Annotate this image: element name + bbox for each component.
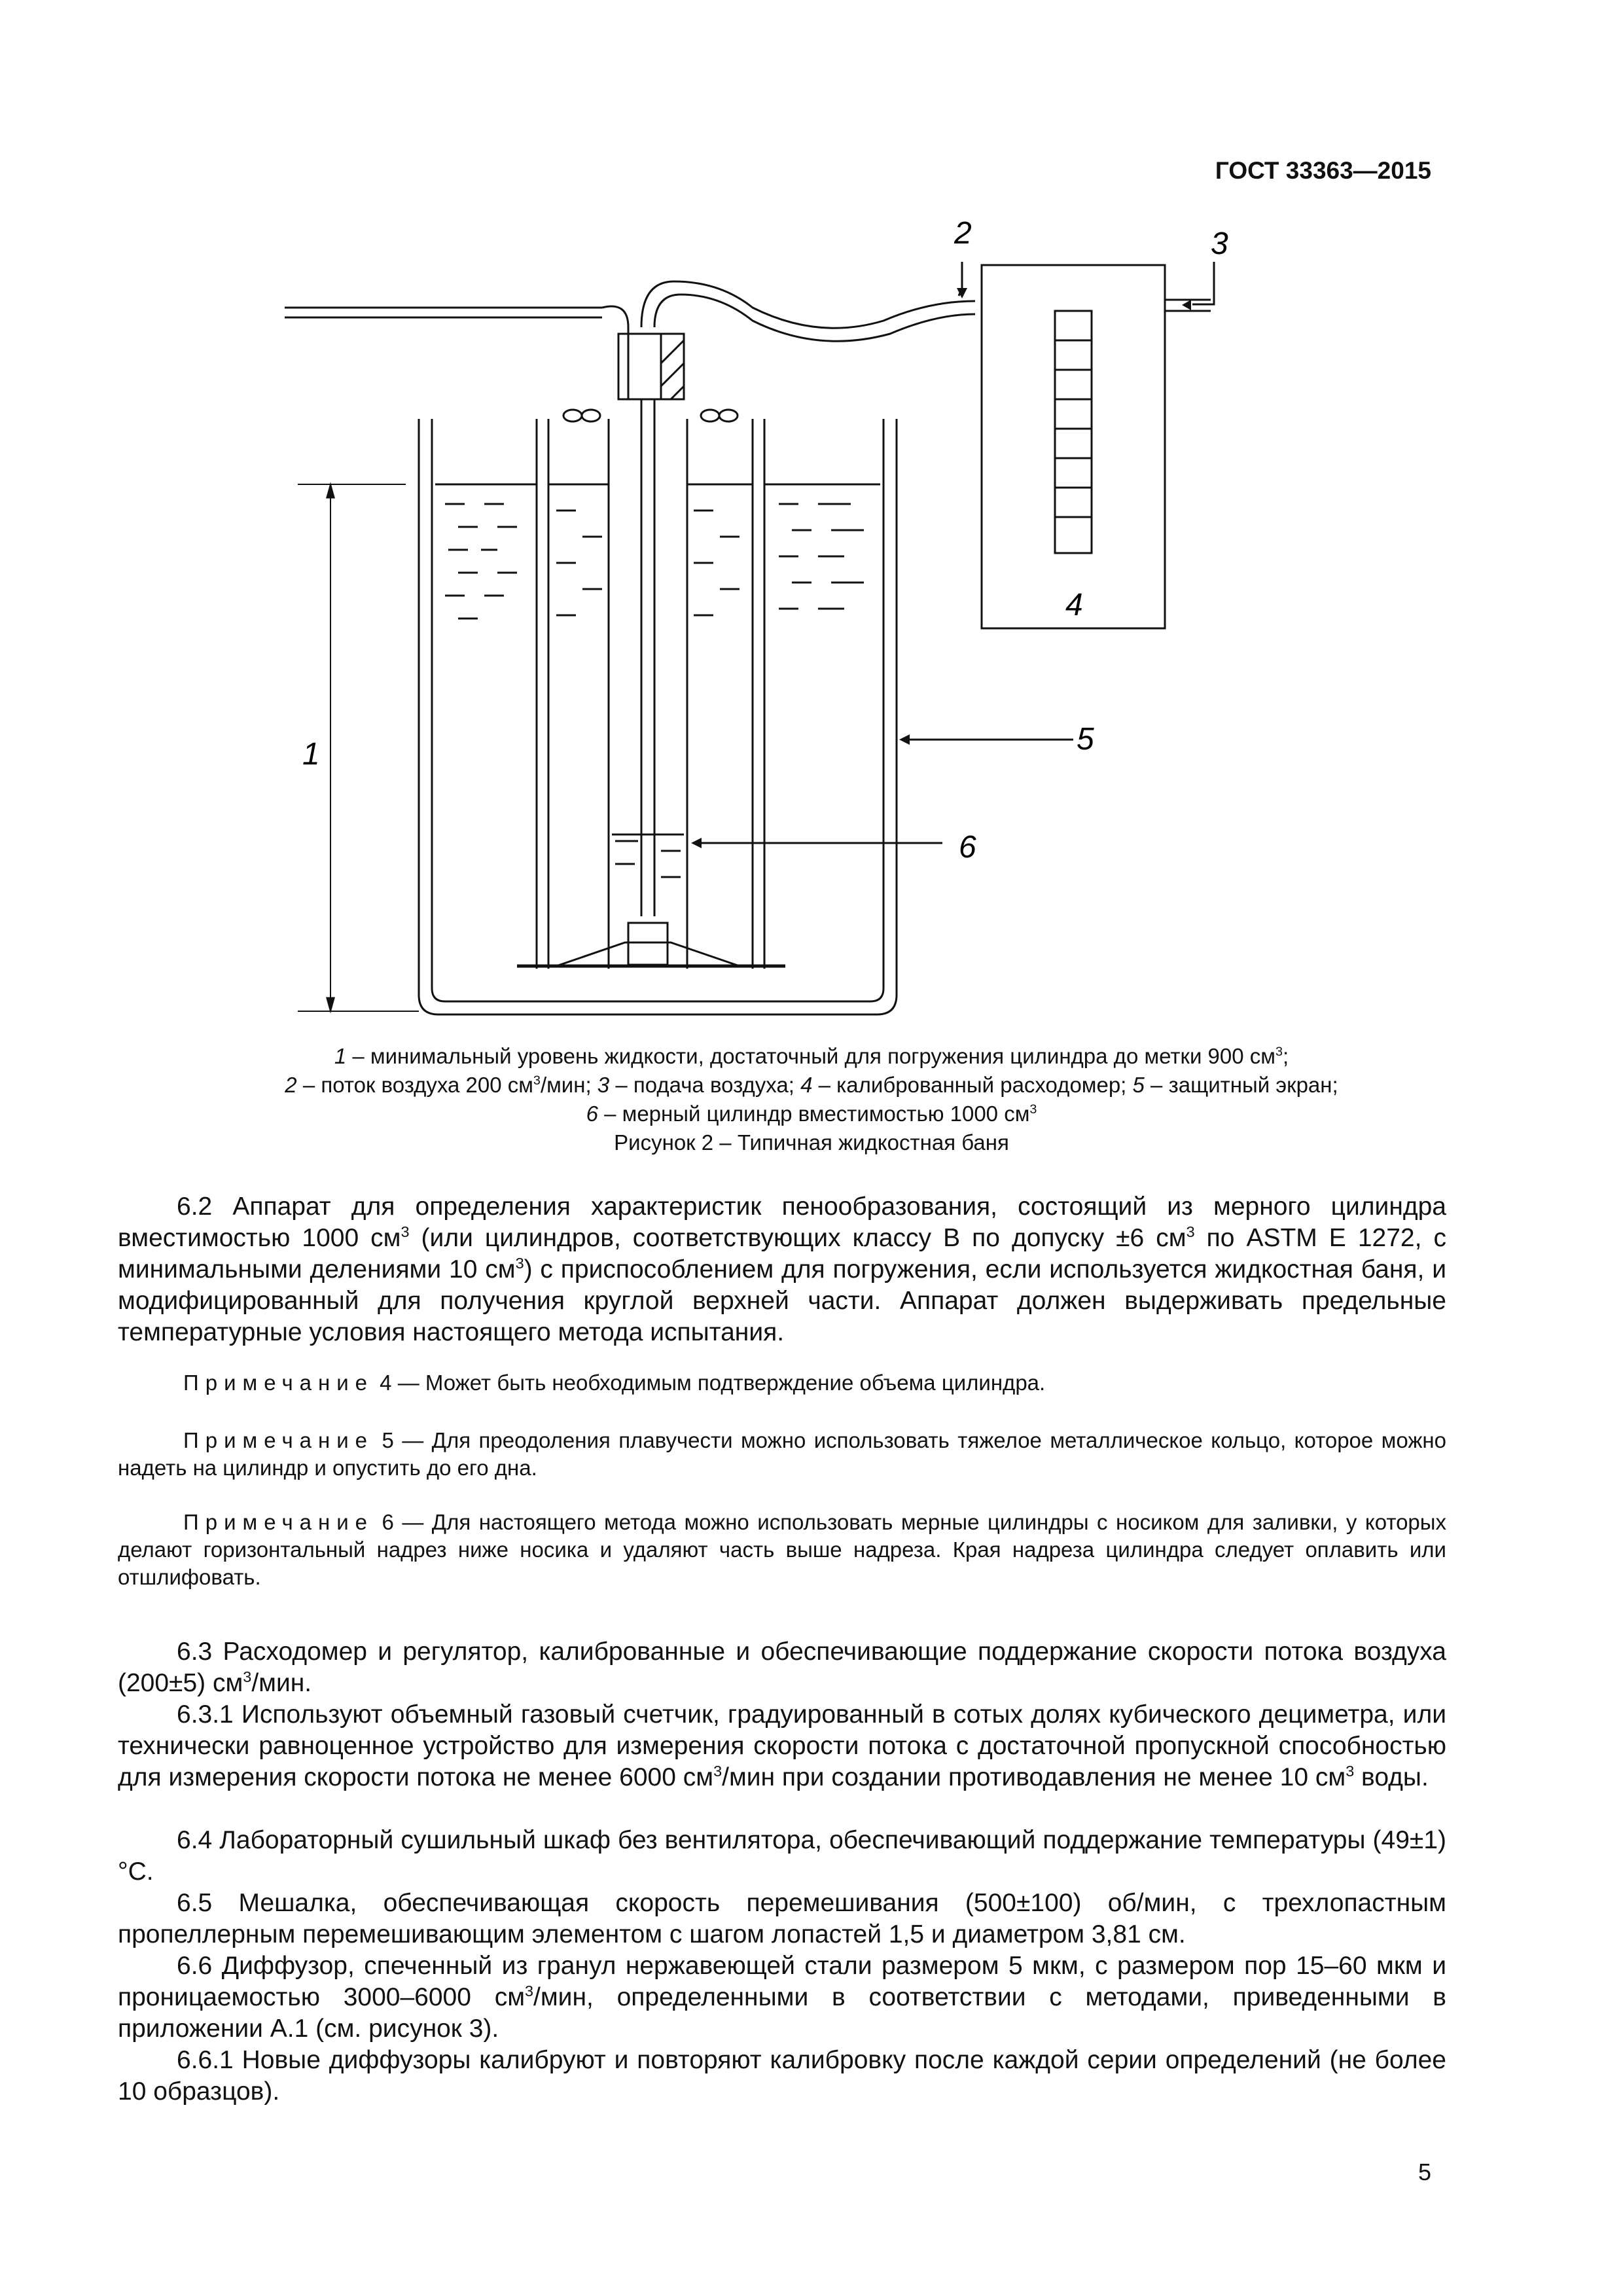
paragraph-6-3: 6.3 Расходомер и регулятор, калиброванные и обеспечивающие поддержание скорости потока воздуха (200±5) $см^3$/мин.: [118, 1638, 1446, 1697]
label-6: 6: [959, 830, 976, 865]
page-number: 5: [1418, 2159, 1431, 2185]
note-4: Примечание 4 — Может быть необходимым подтверждение объема цилиндра.: [183, 1371, 1046, 1395]
label-3: 3: [1211, 226, 1228, 261]
paragraph-6-6-1: 6.6.1 Новые диффузоры калибруют и повторяют калибровку после каждой серии определений (не более 10 образцов).: [118, 2046, 1446, 2106]
protective-screen: [419, 419, 897, 1014]
document-code: ГОСТ 33363—2015: [1215, 157, 1431, 184]
figure-caption: Рисунок 2 – Типичная жидкостная баня: [614, 1130, 1009, 1155]
label-5: 5: [1077, 722, 1094, 757]
paragraph-6-3-1: 6.3.1 Используют объемный газовый счетчик, градуированный в сотых долях кубического дециметра, или технически равноценное устройство для измерения скорости потока с достаточной пропускной способностью для измерения скорости потока не менее 6000 $см^3$/мин при создании противодавления не менее 10 $см^3$ воды.: [118, 1700, 1446, 1791]
paragraph-6-2: 6.2 Аппарат для определения характеристик пенообразования, состоящий из мерного цилиндра вместимостью 1000 $см^3$ (или цилиндров, соответствующих классу B по допуску ±6 $см^3$ по ASTM E 1272, с минимальными делениями 10 $см^3$) с приспособлением для погружения, если используется жидкостная баня, и модифицированный для получения круглой верхней части. Аппарат должен выдерживать предельные температурные условия настоящего метода испытания.: [118, 1193, 1446, 1346]
flowmeter-box: [982, 265, 1165, 628]
paragraph-6-5: 6.5 Мешалка, обеспечивающая скорость перемешивания (500±100) об/мин, с трехлопастным пропеллерным перемешивающим элементом с шагом лопастей 1,5 и диаметром 3,81 см.: [118, 1889, 1446, 1948]
paragraph-6-4: 6.4 Лабораторный сушильный шкаф без вентилятора, обеспечивающий поддержание температуры (49±1) °С.: [118, 1826, 1446, 1886]
note-6: Примечание 6 — Для настоящего метода можно использовать мерные цилиндры с носиком для заливки, у которых делают горизонтальный надрез ниже носика и удаляют часть выше надреза. Края надреза цилиндра следует оплавить или отшлифовать.: [118, 1510, 1446, 1589]
figure-legend-line-2: 2 – поток воздуха 200 $см^3$/мин; 3 – подача воздуха; 4 – калиброванный расходомер; 5 – защитный экран;: [285, 1073, 1338, 1097]
figure-legend-line-3: 6 – мерный цилиндр вместимостью 1000 $см^3$: [586, 1102, 1037, 1126]
figure-liquid-bath-diagram: [0, 0, 1623, 1034]
label-4: 4: [1065, 588, 1083, 622]
label-2: 2: [954, 216, 972, 251]
paragraph-6-6: 6.6 Диффузор, спеченный из гранул нержавеющей стали размером 5 мкм, с размером пор 15–60 мкм и проницаемостью 3000–6000 $см^3$/мин, определенными в соответствии с методами, приведенными в приложении А.1 (см. рисунок 3).: [118, 1952, 1446, 2043]
figure-legend-line-1: 1 – минимальный уровень жидкости, достаточный для погружения цилиндра до метки 900 $см^3$;: [334, 1044, 1289, 1068]
note-5: Примечание 5 — Для преодоления плавучести можно использовать тяжелое металлическое кольцо, которое можно надеть на цилиндр и опустить до его дна.: [118, 1428, 1446, 1480]
label-1: 1: [302, 737, 320, 772]
